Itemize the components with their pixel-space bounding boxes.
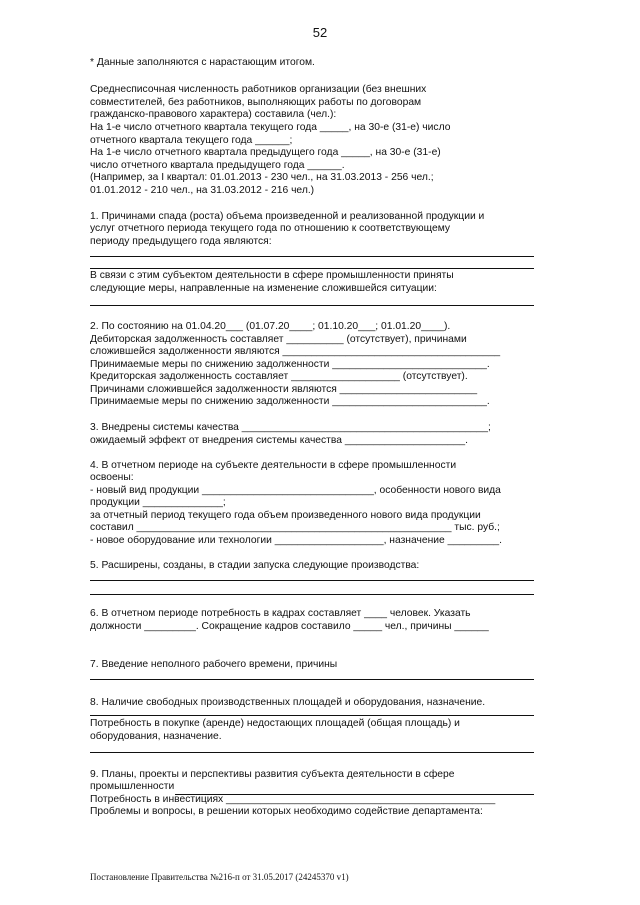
headcount-line: совместителей, без работников, выполняющих работы по договорам [90,97,422,108]
section-4-line: за отчетный период текущего года объем произведенного нового вида продукции [90,510,481,521]
answer-line [90,256,534,257]
section-9-line: Проблемы и вопросы, в решении которых необходимо содействие департамента: [90,806,483,817]
answer-line [90,679,534,680]
headcount-line: 01.01.2012 - 210 чел., на 31.03.2012 - 216 чел.) [90,185,315,196]
section-1-line: периоду предыдущего года являются: [90,236,272,247]
section-6-line: должности _________. Сокращение кадров составило _____ чел., причины ______ [90,621,489,632]
section-4-line: освоены: [90,472,134,483]
headcount-line: отчетного квартала текущего года ______; [90,135,293,146]
answer-line [90,715,534,716]
headcount-line: На 1-е число отчетного квартала текущего года _____, на 30-е (31-е) число [90,122,451,133]
section-8-line: оборудования, назначение. [90,731,222,742]
section-4-line: составил _______________________________________________________ тыс. руб.; [90,522,500,533]
answer-line [90,580,534,581]
section-2-line: 2. По состоянию на 01.04.20___ (01.07.20____; 01.10.20___; 01.01.20____). [90,321,451,332]
headcount-line: На 1-е число отчетного квартала предыдущего года _____, на 30-е (31-е) [90,147,441,158]
answer-line [90,752,534,753]
headcount-line: гражданско-правового характера) составила (чел.): [90,109,337,120]
answer-line [90,305,534,306]
section-1-line: услуг отчетного периода текущего года по отношению к соответствующему [90,223,451,234]
section-9-line: промышленности [90,781,175,792]
section-3-line: ожидаемый эффект от внедрения системы качества _____________________. [90,435,468,446]
footer-text: Постановление Правительства №216-п от 31.05.2017 (24245370 v1) [90,872,349,882]
section-1-line: следующие меры, направленные на изменение сложившейся ситуации: [90,283,437,294]
section-4-line: продукции ______________; [90,497,226,508]
section-4-line: - новое оборудование или технологии ___________________, назначение _________. [90,535,503,546]
section-6-line: 6. В отчетном периоде потребность в кадрах составляет ____ человек. Указать [90,608,471,619]
section-1-line: В связи с этим субъектом деятельности в сфере промышленности приняты [90,270,454,281]
section-8-line: Потребность в покупке (аренде) недостающих площадей (общая площадь) и [90,718,460,729]
section-2-line: Кредиторская задолженность составляет ___________________ (отсутствует). [90,371,468,382]
section-8-line: 8. Наличие свободных производственных площадей и оборудования, назначение. [90,697,486,708]
section-4-line: 4. В отчетном периоде на субъекте деятельности в сфере промышленности [90,460,457,471]
section-2-line: Принимаемые меры по снижению задолженности ___________________________. [90,396,490,407]
section-2-line: Причинами сложившейся задолженности являются ________________________ [90,384,478,395]
footnote-line: * Данные заполняются с нарастающим итогом. [90,57,315,68]
section-4-line: - новый вид продукции ______________________________, особенности нового вида [90,485,501,496]
section-2-line: Принимаемые меры по снижению задолженности ___________________________. [90,359,490,370]
section-3-line: 3. Внедрены системы качества ___________________________________________; [90,422,491,433]
section-2-line: сложившейся задолженности являются ______________________________________ [90,346,501,357]
section-7-line: 7. Введение неполного рабочего времени, причины [90,659,338,670]
section-2-line: Дебиторская задолженность составляет __________ (отсутствует), причинами [90,334,467,345]
headcount-line: Среднесписочная численность работников организации (без внешних [90,84,427,95]
section-9-line: 9. Планы, проекты и перспективы развития субъекта деятельности в сфере [90,769,455,780]
page-number: 52 [312,25,328,40]
answer-line [90,594,534,595]
section-1-line: 1. Причинами спада (роста) объема произведенной и реализованной продукции и [90,211,485,222]
answer-line [90,268,534,269]
headcount-line: число отчетного квартала предыдущего года ______. [90,160,345,171]
section-9-line: Потребность в инвестициях _______________________________________________ [90,794,496,805]
headcount-line: (Например, за I квартал: 01.01.2013 - 230 чел., на 31.03.2013 - 256 чел.; [90,172,434,183]
section-5-line: 5. Расширены, созданы, в стадии запуска следующие производства: [90,560,420,571]
